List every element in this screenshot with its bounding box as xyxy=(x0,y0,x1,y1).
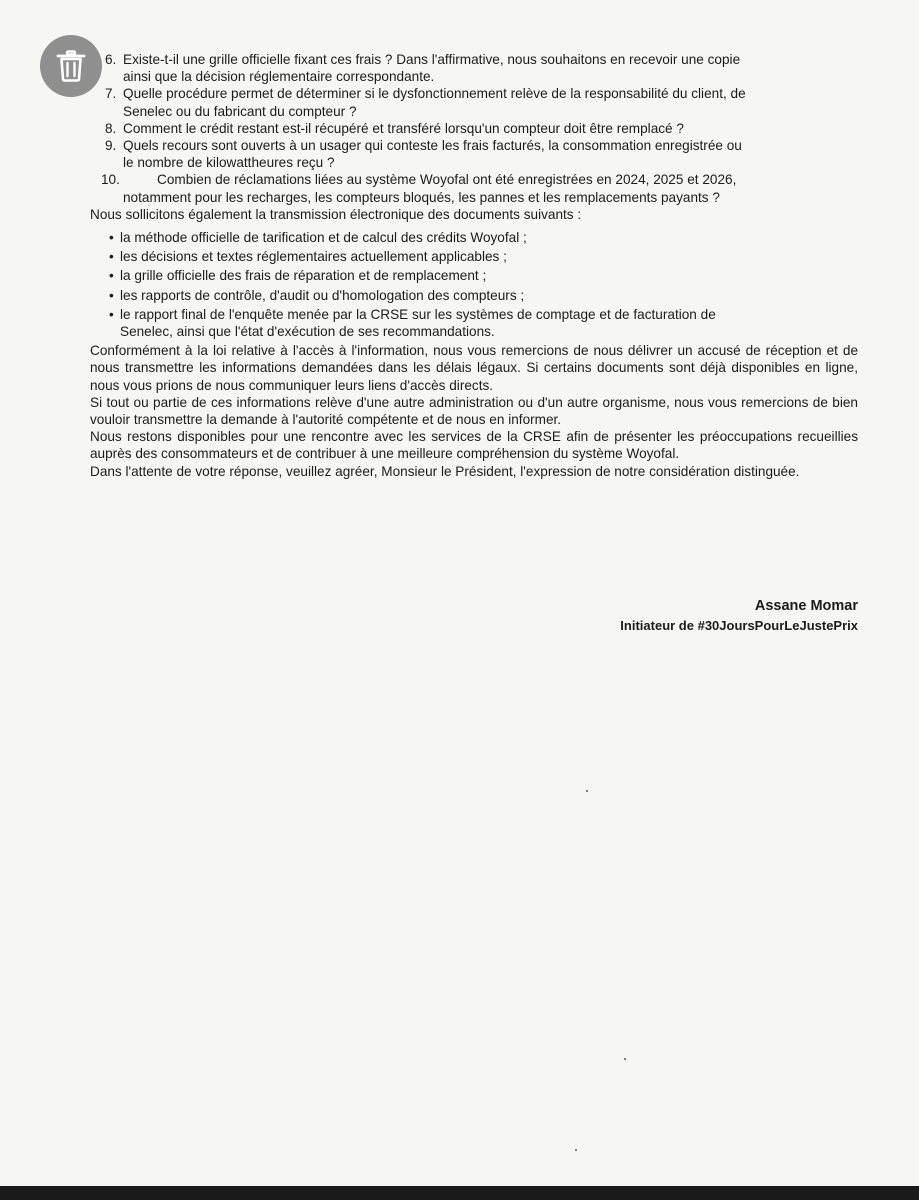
scan-speck xyxy=(624,1058,626,1060)
bullet-icon: • xyxy=(109,230,114,246)
question-text: Existe-t-il une grille officielle fixant ces frais ? Dans l'affirmative, nous souhaitons en recevoir une copie xyxy=(123,52,741,67)
question-item xyxy=(90,51,858,85)
question-text: le nombre de kilowattheures reçu ? xyxy=(123,155,335,171)
document-list xyxy=(90,229,858,340)
signatory-name: Assane Momar xyxy=(754,598,858,614)
bullet-icon: • xyxy=(109,287,114,303)
question-item xyxy=(90,120,858,137)
question-number: 7. xyxy=(105,86,117,102)
bullet-icon: • xyxy=(109,268,114,284)
question-text: ainsi que la décision réglementaire correspondante. xyxy=(123,69,435,85)
question-text: Quelle procédure permet de déterminer si le dysfonctionnement relève de la responsabilité du client, de xyxy=(123,86,746,102)
question-number: 9. xyxy=(105,138,117,154)
document-item xyxy=(90,287,858,304)
document-text: Senelec, ainsi que l'état d'exécution de ses recommandations. xyxy=(120,324,495,340)
question-text: Quels recours sont ouverts à un usager qui conteste les frais facturés, la consommation enregistrée ou xyxy=(123,138,742,154)
question-number: 6. xyxy=(105,52,117,67)
question-text: Combien de réclamations liées au système Woyofal ont été enregistrées en 2024, 2025 et 2026, xyxy=(157,172,737,188)
signature-block xyxy=(620,596,858,636)
paragraph-meeting: Nous restons disponibles pour une rencontre avec les services de la CRSE afin de présenter les préoccupations recueillies auprès des consommateurs et de contribuer à une meilleure compréhension du système Woyofal. xyxy=(90,429,858,462)
question-text: Comment le crédit restant est-il récupéré et transféré lorsqu'un compteur doit être remplacé ? xyxy=(123,120,684,136)
document-text: les décisions et textes réglementaires actuellement applicables ; xyxy=(120,249,507,265)
document-item xyxy=(90,306,858,340)
document-text: la méthode officielle de tarification et de calcul des crédits Woyofal ; xyxy=(120,230,527,246)
document-item xyxy=(90,229,858,246)
scan-speck xyxy=(575,1149,577,1151)
question-number: 8. xyxy=(105,120,117,136)
paragraph-closing: Dans l'attente de votre réponse, veuillez agréer, Monsieur le Président, l'expression de notre considération distinguée. xyxy=(90,463,800,479)
document-text: la grille officielle des frais de réparation et de remplacement ; xyxy=(120,268,487,284)
document-text: le rapport final de l'enquête menée par la CRSE sur les systèmes de comptage et de facturation de xyxy=(120,306,716,322)
scan-speck xyxy=(586,790,588,792)
question-number: 10. xyxy=(101,172,120,188)
bullet-icon: • xyxy=(109,306,114,322)
question-text: notamment pour les recharges, les compteurs bloqués, les pannes et les remplacements payants ? xyxy=(123,189,720,205)
question-list xyxy=(90,51,858,206)
paragraph-other-authority: Si tout ou partie de ces informations relève d'une autre administration ou d'un autre organisme, nous vous remercions de bien vouloir transmettre la demande à l'autorité compétente et de nous en informer. xyxy=(90,394,858,428)
document-item xyxy=(90,267,858,284)
bottom-bar xyxy=(0,1186,919,1200)
trash-icon xyxy=(56,50,86,82)
delete-button[interactable] xyxy=(40,35,102,97)
question-item xyxy=(90,137,858,171)
paragraph-legal: Conformément à la loi relative à l'accès à l'information, nous vous remercions de nous délivrer un accusé de réception et de nous transmettre les informations demandées dans les délais légaux. Si certains documents sont déjà disponibles en ligne, nous vous prions de nous communiquer leurs liens d'accès directs. xyxy=(90,343,858,393)
signatory-title: Initiateur de #30JoursPourLeJustePrix xyxy=(620,618,858,633)
document-item xyxy=(90,248,858,265)
document-text: les rapports de contrôle, d'audit ou d'homologation des compteurs ; xyxy=(120,287,525,303)
question-text: Senelec ou du fabricant du compteur ? xyxy=(123,103,357,119)
question-item xyxy=(90,171,858,205)
bullet-icon: • xyxy=(109,249,114,265)
documents-intro: Nous sollicitons également la transmission électronique des documents suivants : xyxy=(90,206,582,222)
letter-body xyxy=(90,51,858,480)
question-item xyxy=(90,85,858,119)
